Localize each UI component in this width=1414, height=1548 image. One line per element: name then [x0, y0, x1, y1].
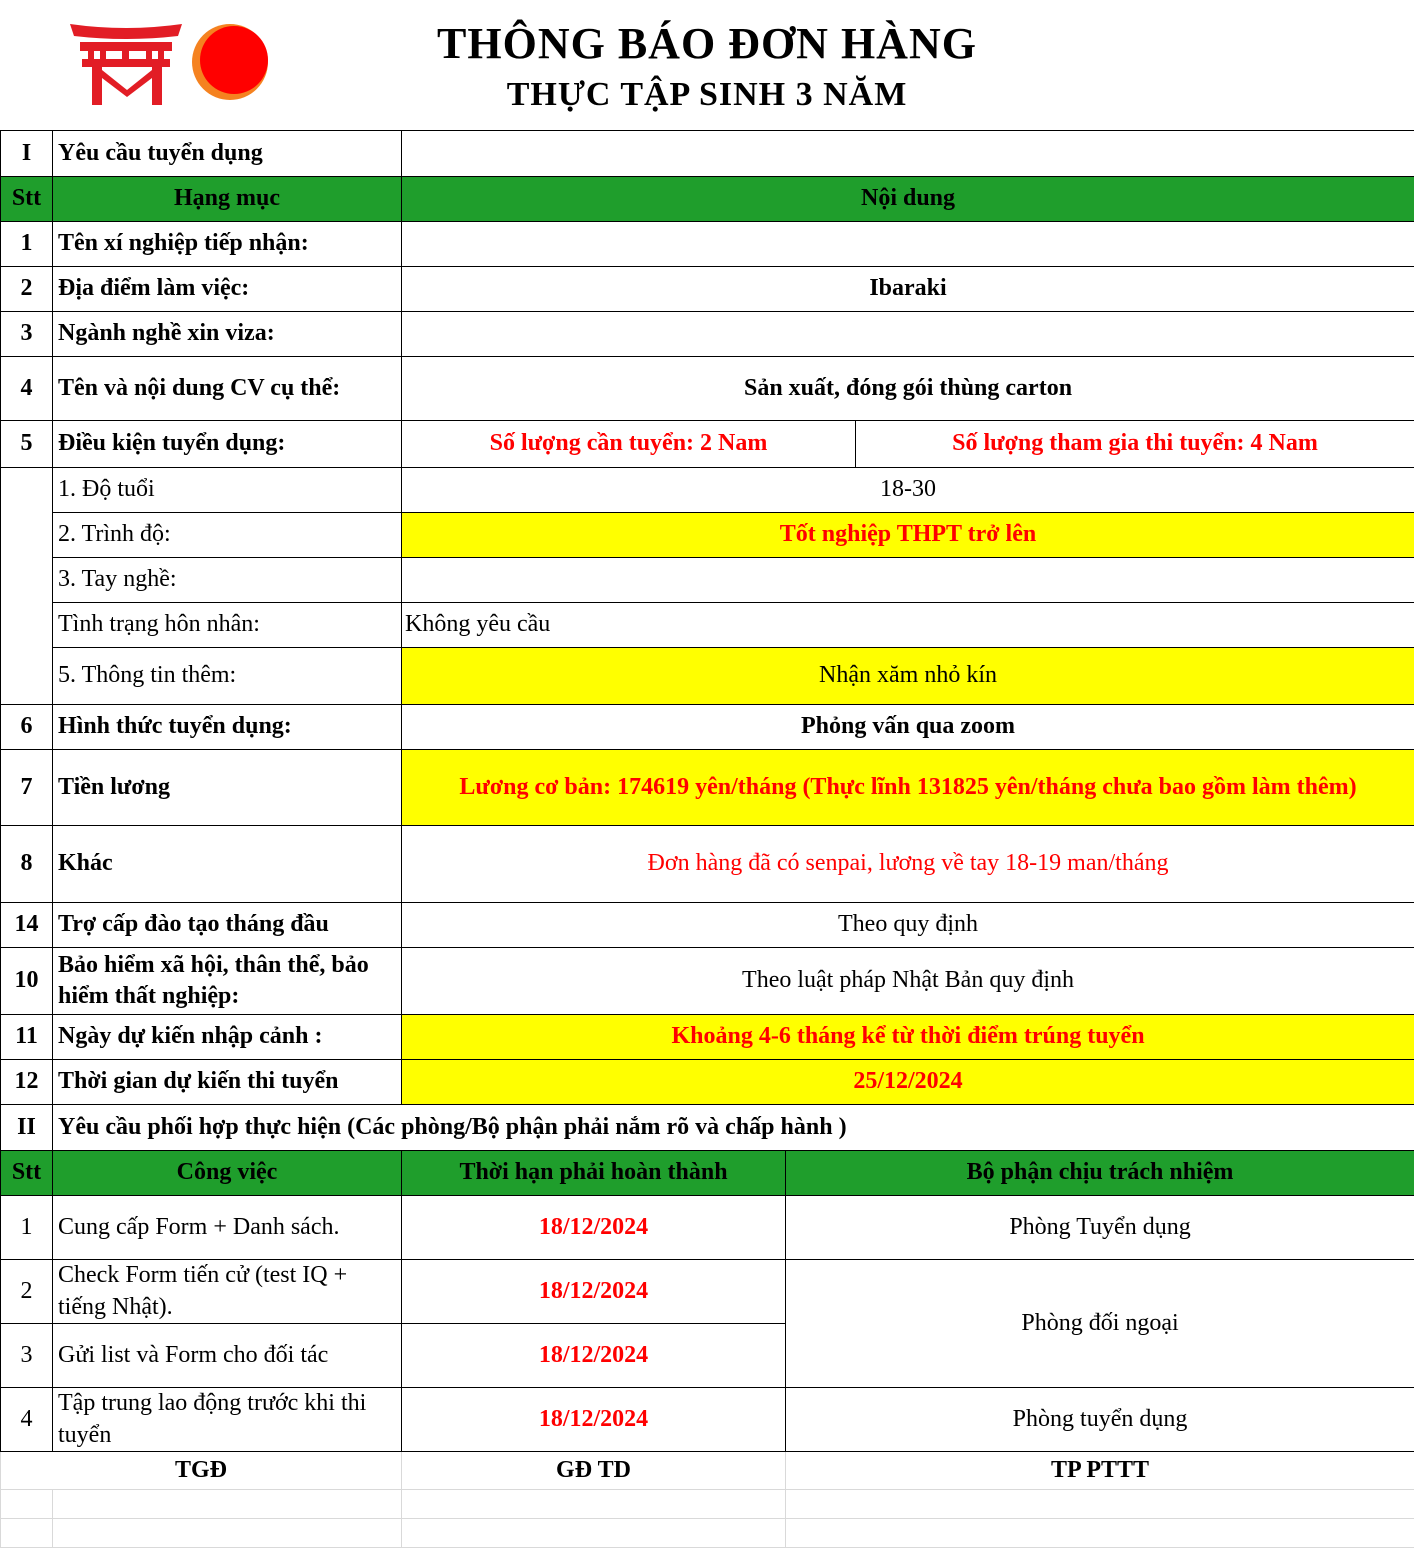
row-value: Theo quy định [402, 903, 1414, 948]
page-title: THÔNG BÁO ĐƠN HÀNG [0, 18, 1414, 69]
department-cell: Phòng Tuyển dụng [786, 1196, 1414, 1260]
condition-value: Tốt nghiệp THPT trở lên [402, 513, 1414, 558]
row-number: 3 [1, 312, 53, 357]
condition-value: 18-30 [402, 468, 1414, 513]
col-stt: Stt [1, 1151, 53, 1196]
table-row [1, 948, 1414, 1015]
row-value: Ibaraki [402, 267, 1414, 312]
row-label: Thời gian dự kiến thi tuyển [53, 1060, 402, 1105]
signature-director: GĐ TD [402, 1452, 786, 1490]
row-value [402, 222, 1414, 267]
condition-stt-blank [1, 468, 53, 705]
page-subtitle: THỰC TẬP SINH 3 NĂM [0, 76, 1414, 114]
row-number: 14 [1, 903, 53, 948]
row-number: 4 [1, 357, 53, 421]
deadline-cell: 18/12/2024 [402, 1260, 786, 1324]
row-number: 2 [1, 1260, 53, 1324]
task-cell: Cung cấp Form + Danh sách. [53, 1196, 402, 1260]
row-label: Trợ cấp đào tạo tháng đầu [53, 903, 402, 948]
col-deadline: Thời hạn phải hoàn thành [402, 1151, 786, 1196]
section-number: I [1, 131, 53, 177]
table-row [1, 421, 1414, 468]
condition-row [1, 468, 1414, 513]
row-value: 25/12/2024 [402, 1060, 1414, 1105]
table-row [1, 826, 1414, 903]
table-row [1, 1388, 1414, 1452]
row-number: 1 [1, 1196, 53, 1260]
row-value: Đơn hàng đã có senpai, lương về tay 18-19 man/tháng [402, 826, 1414, 903]
table-row [1, 357, 1414, 421]
row-number: 2 [1, 267, 53, 312]
table-row [1, 903, 1414, 948]
row-number: 10 [1, 948, 53, 1015]
row-label: Khác [53, 826, 402, 903]
table-head-row [1, 1151, 1414, 1196]
row-label: Tên và nội dung CV cụ thể: [53, 357, 402, 421]
row-label: Điều kiện tuyển dụng: [53, 421, 402, 468]
recruit-quantity: Số lượng cần tuyển: 2 Nam [402, 421, 856, 468]
table-row [1, 312, 1414, 357]
row-label: Bảo hiểm xã hội, thân thể, bảo hiểm thất nghiệp: [53, 948, 402, 1015]
section-1-header-row [1, 131, 1414, 177]
condition-label: 5. Thông tin thêm: [53, 648, 402, 705]
table-head-row [1, 177, 1414, 222]
order-table [0, 130, 1414, 1548]
row-label: Ngành nghề xin viza: [53, 312, 402, 357]
deadline-cell: 18/12/2024 [402, 1196, 786, 1260]
col-stt: Stt [1, 177, 53, 222]
signature-head: TP PTTT [786, 1452, 1414, 1490]
condition-row [1, 513, 1414, 558]
condition-row [1, 648, 1414, 705]
row-number: 4 [1, 1388, 53, 1452]
condition-label: Tình trạng hôn nhân: [53, 603, 402, 648]
department-cell: Phòng tuyển dụng [786, 1388, 1414, 1452]
salary-value: Lương cơ bản: 174619 yên/tháng (Thực lĩnh 131825 yên/tháng chưa bao gồm làm thêm) [402, 750, 1414, 826]
row-value: Phỏng vấn qua zoom [402, 705, 1414, 750]
section-title: Yêu cầu tuyển dụng [53, 131, 402, 177]
table-row [1, 705, 1414, 750]
row-label: Hình thức tuyển dụng: [53, 705, 402, 750]
task-cell: Gửi list và Form cho đối tác [53, 1324, 402, 1388]
table-row [1, 1260, 1414, 1324]
section-2-header-row [1, 1105, 1414, 1151]
signature-row [1, 1452, 1414, 1490]
col-task: Công việc [53, 1151, 402, 1196]
signature-ceo: TGĐ [1, 1452, 402, 1490]
row-number: 5 [1, 421, 53, 468]
row-number: 12 [1, 1060, 53, 1105]
section-title: Yêu cầu phối hợp thực hiện (Các phòng/Bộ phận phải nắm rõ và chấp hành ) [53, 1105, 1414, 1151]
row-label: Tiền lương [53, 750, 402, 826]
condition-label: 1. Độ tuổi [53, 468, 402, 513]
condition-label: 3. Tay nghề: [53, 558, 402, 603]
table-row [1, 222, 1414, 267]
row-value [402, 312, 1414, 357]
exam-quantity: Số lượng tham gia thi tuyển: 4 Nam [856, 421, 1414, 468]
task-cell: Tập trung lao động trước khi thi tuyển [53, 1388, 402, 1452]
deadline-cell: 18/12/2024 [402, 1324, 786, 1388]
row-label: Tên xí nghiệp tiếp nhận: [53, 222, 402, 267]
col-department: Bộ phận chịu trách nhiệm [786, 1151, 1414, 1196]
col-content: Nội dung [402, 177, 1414, 222]
document-header [0, 0, 1414, 130]
task-cell: Check Form tiến cử (test IQ + tiếng Nhật). [53, 1260, 402, 1324]
row-number: 8 [1, 826, 53, 903]
row-label: Ngày dự kiến nhập cảnh : [53, 1015, 402, 1060]
table-row [1, 1060, 1414, 1105]
col-category: Hạng mục [53, 177, 402, 222]
condition-row [1, 558, 1414, 603]
table-row [1, 1015, 1414, 1060]
condition-label: 2. Trình độ: [53, 513, 402, 558]
condition-value: Nhận xăm nhỏ kín [402, 648, 1414, 705]
table-row [1, 267, 1414, 312]
condition-row [1, 603, 1414, 648]
row-number: 1 [1, 222, 53, 267]
row-value: Sản xuất, đóng gói thùng carton [402, 357, 1414, 421]
blank-row [1, 1519, 1414, 1548]
row-number: 6 [1, 705, 53, 750]
deadline-cell: 18/12/2024 [402, 1388, 786, 1452]
condition-value: Không yêu cầu [402, 603, 1414, 648]
condition-value [402, 558, 1414, 603]
section-number: II [1, 1105, 53, 1151]
row-number: 11 [1, 1015, 53, 1060]
table-row [1, 750, 1414, 826]
row-number: 7 [1, 750, 53, 826]
row-value: Theo luật pháp Nhật Bản quy định [402, 948, 1414, 1015]
table-row [1, 1196, 1414, 1260]
row-value: Khoảng 4-6 tháng kể từ thời điểm trúng tuyển [402, 1015, 1414, 1060]
row-number: 3 [1, 1324, 53, 1388]
blank-row [1, 1490, 1414, 1519]
department-cell: Phòng đối ngoại [786, 1260, 1414, 1388]
row-label: Địa điểm làm việc: [53, 267, 402, 312]
